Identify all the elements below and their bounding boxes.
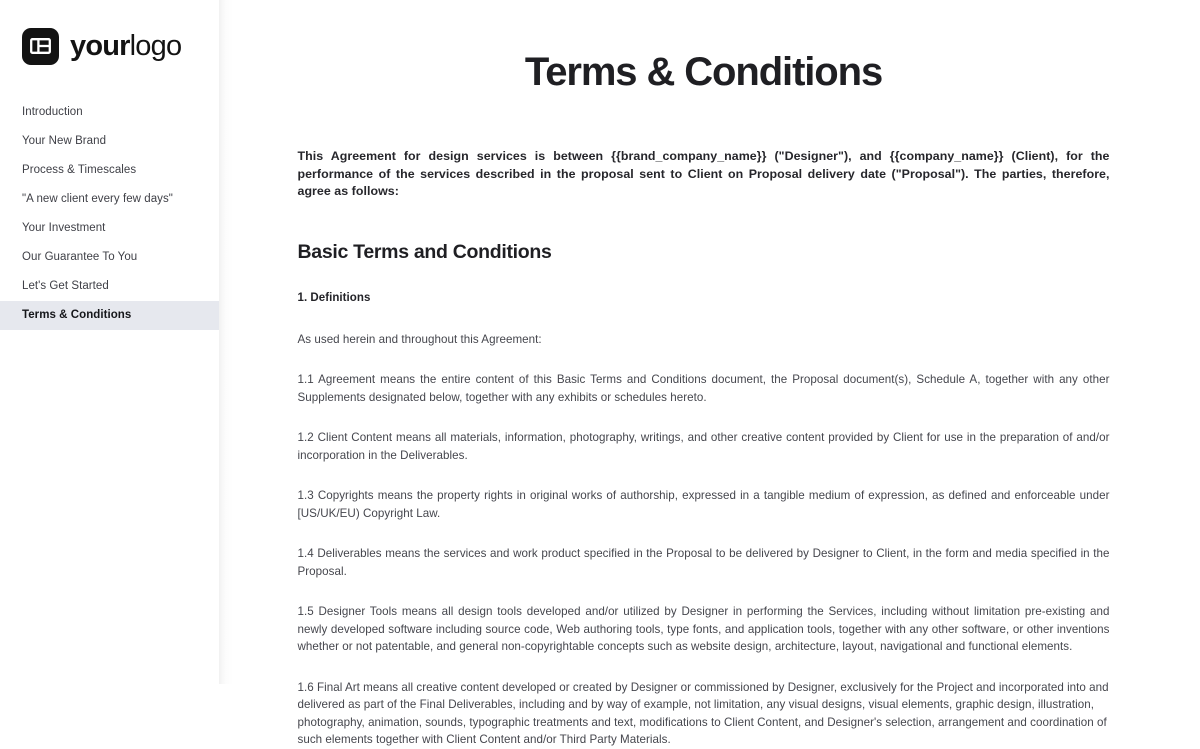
sidebar-item-terms-conditions[interactable]: Terms & Conditions (0, 301, 219, 330)
clause-1-3: 1.3 Copyrights means the property rights in original works of authorship, expressed in a tangible medium of expression, as defined and enforceable under [US/UK/EU) Copyright Law. (297, 489, 1110, 520)
logo-word-light: logo (129, 29, 182, 62)
document-body (298, 0, 1110, 749)
clause-1-6: 1.6 Final Art means all creative content developed or created by Designer or commissioned by Designer, exclusively for the Project and incorporated into and delivered as part of the Final Deliverables, including and by way of example, not limitation, any visual designs, visual elements, graphic design, illustration, photography, animation, sounds, typographic treatments and text, modifications to Client Content, and Designer's selection, arrangement and coordination of such elements together with Client Content and/or Third Party Materials. (297, 680, 1109, 747)
logo[interactable] (0, 0, 219, 70)
agreement-intro-paragraph: This Agreement for design services is between {{brand_company_name}} ("Designer"), and {{company_name}} (Client), for the performance of the services described in the proposal sent to Client on Proposal delivery date ("Proposal"). The parties, therefore, agree as follows: (297, 149, 1110, 198)
sidebar (0, 0, 219, 684)
document-pane (219, 0, 1200, 747)
sidebar-item-your-investment[interactable]: Your Investment (22, 222, 106, 234)
sidebar-item-a-new-client-every-few-days[interactable]: "A new client every few days" (22, 193, 173, 205)
sidebar-item-our-guarantee-to-you[interactable]: Our Guarantee To You (22, 251, 138, 263)
clause-1-5: 1.5 Designer Tools means all design tools developed and/or utilized by Designer in performing the Services, including without limitation pre-existing and newly developed software including source code, Web authoring tools, type fonts, and application tools, together with any other software, or other inventions whether or not patentable, and general non-copyrightable concepts such as website design, architecture, layout, navigational and functional elements. (297, 605, 1110, 654)
sidebar-item-your-new-brand[interactable]: Your New Brand (22, 135, 107, 147)
clause-1-2: 1.2 Client Content means all materials, information, photography, writings, and other creative content provided by Client for use in the preparation of and/or incorporation in the Deliverables. (297, 431, 1110, 462)
page-title: Terms & Conditions (524, 50, 883, 94)
definitions-lead-in: As used herein and throughout this Agreement: (297, 332, 542, 346)
sidebar-item-introduction[interactable]: Introduction (22, 106, 83, 118)
logo-wordmark (70, 29, 182, 62)
sidebar-item-process-timescales[interactable]: Process & Timescales (22, 164, 137, 176)
clause-1-4: 1.4 Deliverables means the services and work product specified in the Proposal to be delivered by Designer to Client, in the form and media specified in the Proposal. (297, 547, 1110, 578)
logo-word-bold: your (70, 29, 130, 62)
clause-heading-definitions: 1. Definitions (297, 291, 371, 304)
sidebar-item-lets-get-started[interactable]: Let's Get Started (22, 280, 109, 292)
layout-columns-icon (22, 28, 59, 65)
clause-1-1: 1.1 Agreement means the entire content of this Basic Terms and Conditions document, the Proposal document(s), Schedule A, together with any other Supplements designated below, together with any exhibits or schedules hereto. (297, 373, 1110, 404)
section-heading-basic-terms: Basic Terms and Conditions (297, 240, 552, 263)
sidebar-nav (0, 98, 219, 330)
